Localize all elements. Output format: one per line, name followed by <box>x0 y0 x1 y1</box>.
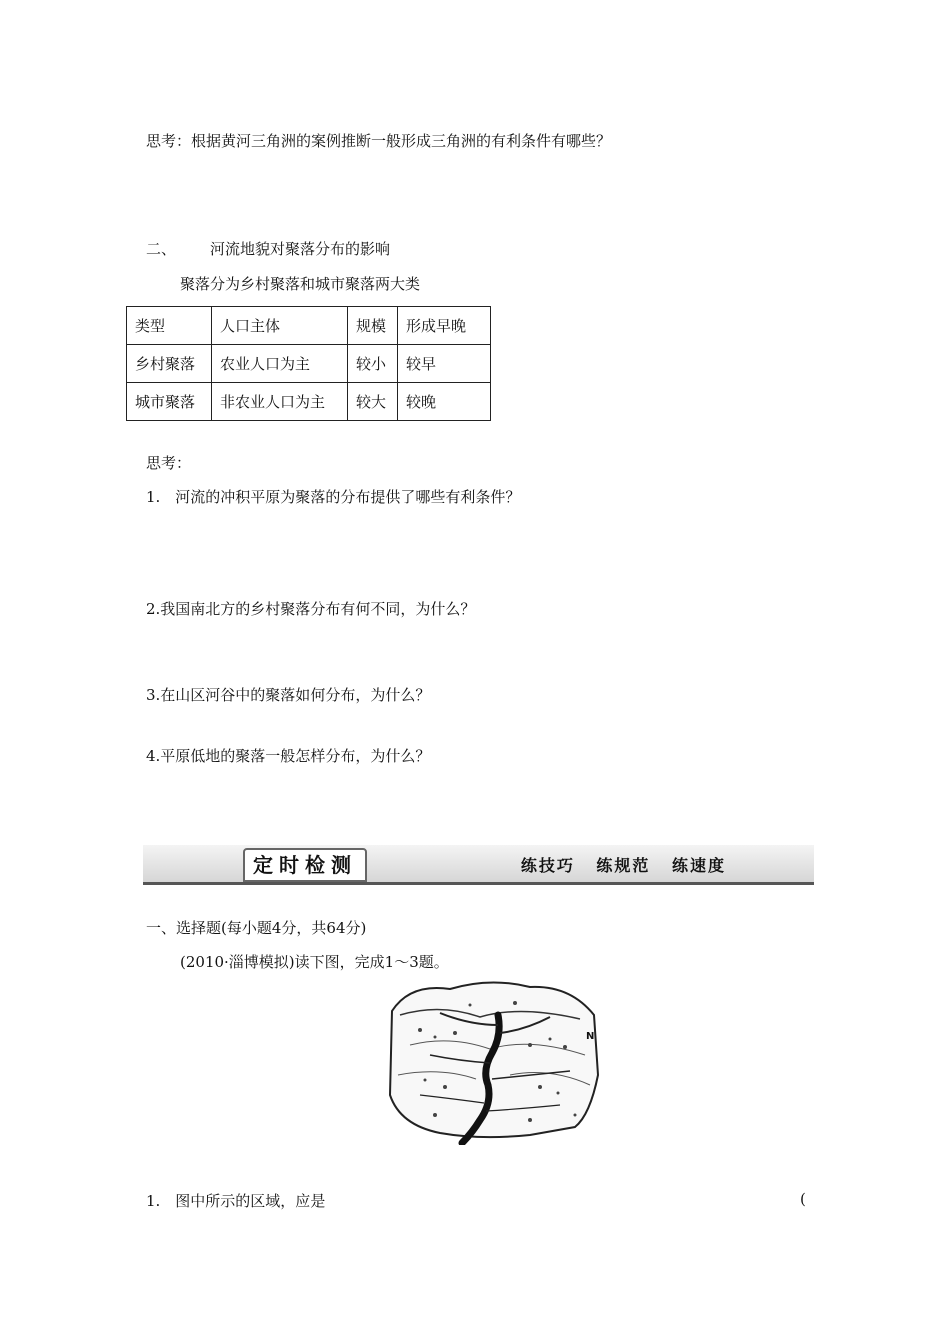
table-cell: 乡村聚落 <box>127 345 212 383</box>
table-cell: 城市聚落 <box>127 383 212 421</box>
table-header-cell: 类型 <box>127 307 212 345</box>
choice-question-1: 1. 图中所示的区域，应是 <box>146 1192 326 1210</box>
table-header-cell: 形成早晚 <box>398 307 491 345</box>
section-title: 河流地貌对聚落分布的影响 <box>210 240 391 258</box>
think-prompt-delta: 思考：根据黄河三角洲的案例推断一般形成三角洲的有利条件有哪些？ <box>146 132 612 150</box>
table-cell: 较小 <box>348 345 398 383</box>
question-3: 3.在山区河谷中的聚落如何分布，为什么？ <box>146 686 431 704</box>
table-row <box>127 383 491 421</box>
table-cell: 较晚 <box>398 383 491 421</box>
choice-section-instruction: (2010·淄博模拟)读下图，完成1～3题。 <box>180 953 449 971</box>
banner-slogan: 练技巧 练规范 练速度 <box>520 856 726 875</box>
answer-paren: ( <box>800 1190 806 1208</box>
timed-test-banner <box>143 845 814 885</box>
table-header-cell: 规模 <box>348 307 398 345</box>
intro-text: 聚落分为乡村聚落和城市聚落两大类 <box>180 275 421 293</box>
table-header-row <box>127 307 491 345</box>
settlement-table <box>126 306 491 421</box>
table-cell: 农业人口为主 <box>212 345 348 383</box>
section-number: 二、 <box>146 240 177 258</box>
table-cell: 非农业人口为主 <box>212 383 348 421</box>
question-1: 1. 河流的冲积平原为聚落的分布提供了哪些有利条件？ <box>146 488 521 506</box>
table-header-cell: 人口主体 <box>212 307 348 345</box>
table-cell: 较早 <box>398 345 491 383</box>
north-label: N <box>586 1031 595 1042</box>
table-row <box>127 345 491 383</box>
river-valley-map <box>380 975 604 1145</box>
question-2: 2.我国南北方的乡村聚落分布有何不同，为什么？ <box>146 600 476 618</box>
banner-tab-title: 定时检测 <box>243 848 367 882</box>
table-cell: 较大 <box>348 383 398 421</box>
think-label: 思考： <box>146 454 192 472</box>
choice-section-title: 一、选择题(每小题4分，共64分) <box>146 919 367 937</box>
question-4: 4.平原低地的聚落一般怎样分布，为什么？ <box>146 747 431 765</box>
